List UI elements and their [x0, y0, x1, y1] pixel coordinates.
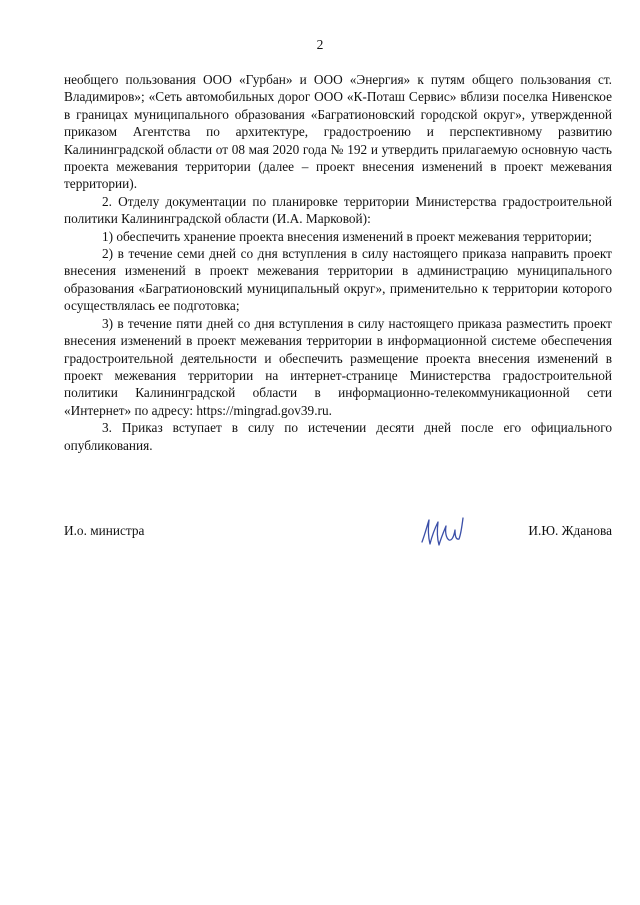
- signer-name: И.Ю. Жданова: [528, 523, 612, 538]
- paragraph-item-3: 3. Приказ вступает в силу по истечении десяти дней после его официального опубликования.: [64, 420, 612, 453]
- paragraph-subitem-3: 3) в течение пяти дней со дня вступления в силу настоящего приказа разместить проект внесения изменений в проект межевания территории в информационной системе обеспечения градостроительной деятельности и обеспечить размещение проекта внесения изменений в проект межевания территории на интернет-странице Министерства градостроительной политики Калининградской области в информационно-телекоммуникационной сети «Интернет» по адресу: https://mingrad.gov39.ru.: [64, 315, 612, 418]
- paragraph-continuation: необщего пользования ООО «Гурбан» и ООО «Энергия» к путям общего пользования ст. Владимиров»; «Сеть автомобильных дорог ООО «К-Поташ Сервис» вблизи поселка Нивенское в границах муниципального образования «Багратионовский городской округ», утвержденной приказом Агентства по архитектуре, градостроению и перспективному развитию Калининградской области от 08 мая 2020 года № 192 и утвердить прилагаемую основную часть проекта межевания территории (далее – проект внесения изменений в проект межевания территории).: [64, 72, 612, 192]
- paragraph-subitem-2: 2) в течение семи дней со дня вступления в силу настоящего приказа направить проект внесения изменений в проект межевания территории в администрацию муниципального образования «Багратионовский муниципальный округ», применительно к территории которого осуществлялась ее подготовка;: [64, 246, 612, 314]
- handwritten-signature: [419, 512, 465, 552]
- document-body: [64, 71, 612, 454]
- paragraph-subitem-1: 1) обеспечить хранение проекта внесения изменений в проект межевания территории;: [102, 228, 592, 244]
- signature-block: [64, 520, 612, 560]
- page-number: 2: [316, 37, 324, 52]
- signer-position: И.о. министра: [64, 523, 145, 538]
- paragraph-item-2: 2. Отделу документации по планировке территории Министерства градостроительной политики Калининградской области (И.А. Марковой):: [64, 193, 612, 227]
